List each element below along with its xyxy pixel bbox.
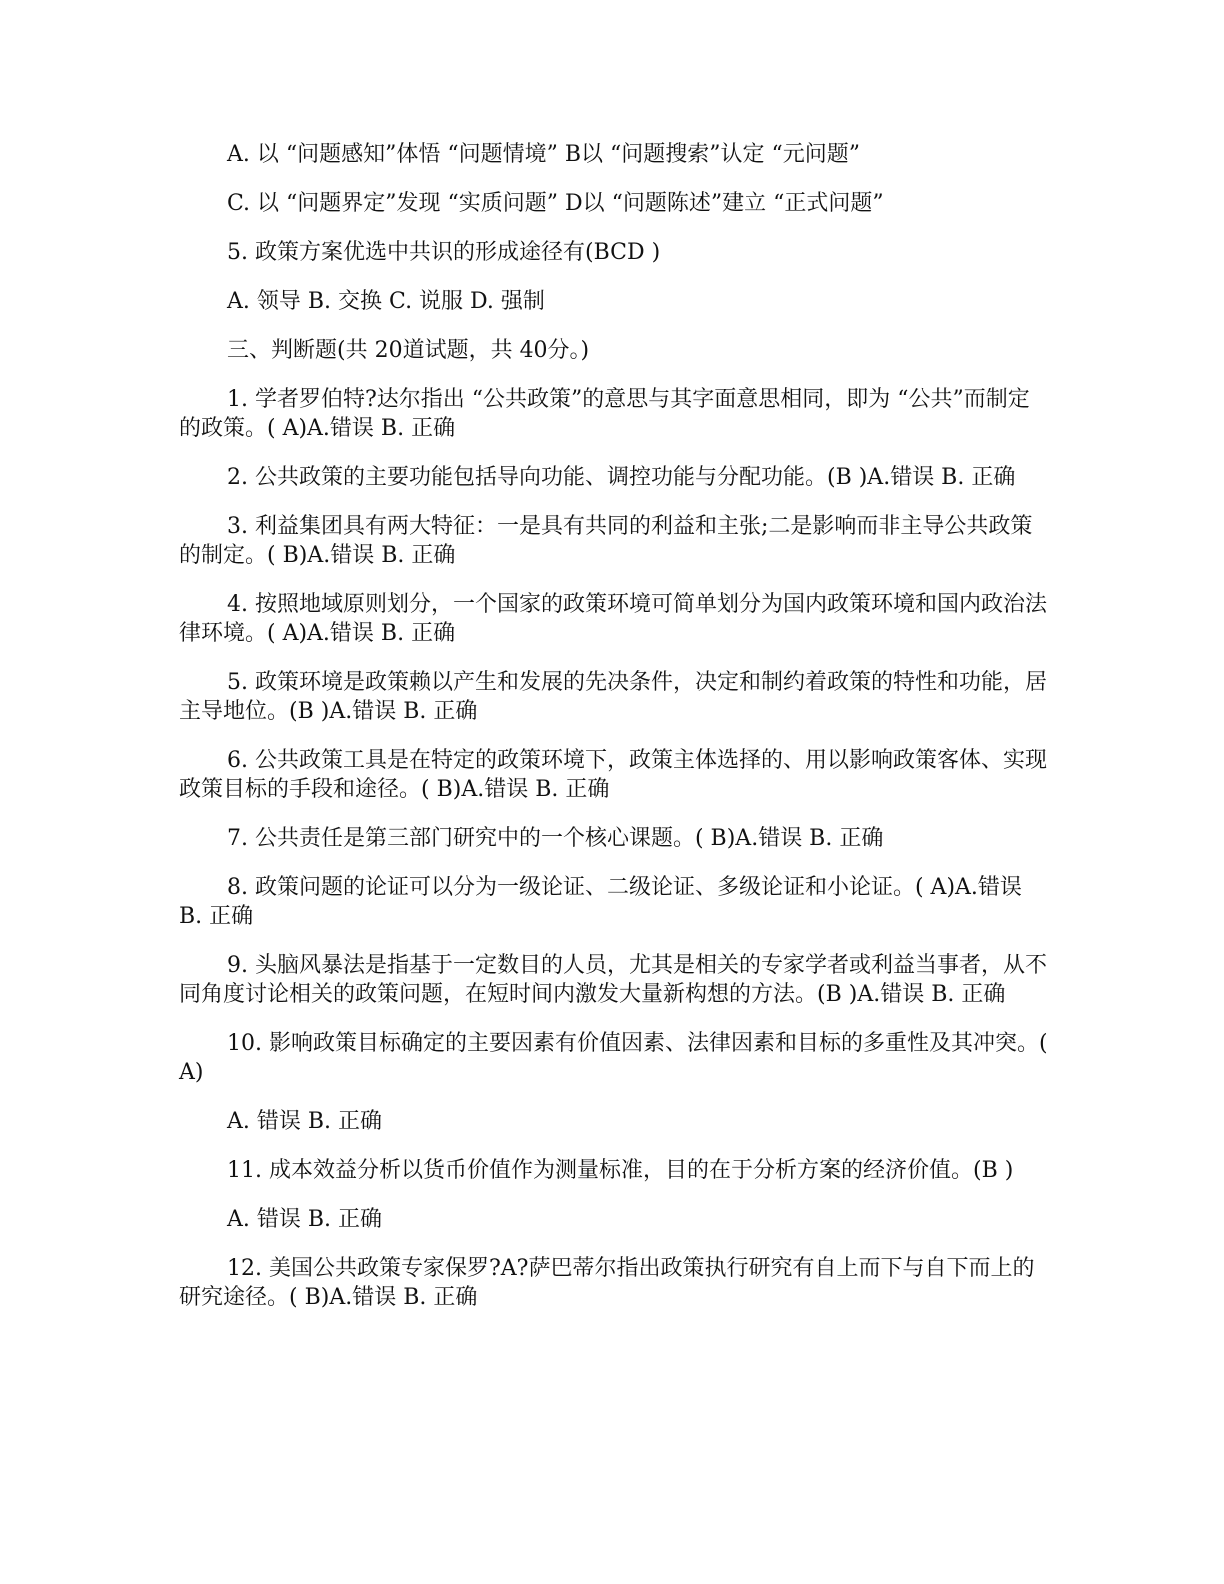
question-5-multi: 5. 政策方案优选中共识的形成途径有(BCD ) bbox=[227, 240, 661, 265]
document-body bbox=[179, 140, 1049, 1332]
judgement-question-1: 1. 学者罗伯特?达尔指出 “公共政策”的意思与其字面意思相同，即为 “公共”而制定的政策。( A)A.错误 B. 正确 bbox=[179, 387, 1030, 441]
judgement-question-4: 4. 按照地域原则划分，一个国家的政策环境可简单划分为国内政策环境和国内政治法律环境。( A)A.错误 B. 正确 bbox=[179, 592, 1047, 646]
judgement-question-5: 5. 政策环境是政策赖以产生和发展的先决条件，决定和制约着政策的特性和功能，居主导地位。(B )A.错误 B. 正确 bbox=[179, 670, 1047, 724]
judgement-question-3: 3. 利益集团具有两大特征：一是具有共同的利益和主张;二是影响而非主导公共政策的制定。( B)A.错误 B. 正确 bbox=[179, 514, 1033, 568]
judgement-question-10-options: A. 错误 B. 正确 bbox=[227, 1109, 383, 1134]
judgement-question-11: 11. 成本效益分析以货币价值作为测量标准，目的在于分析方案的经济价值。(B ) bbox=[227, 1158, 1014, 1183]
judgement-question-7: 7. 公共责任是第三部门研究中的一个核心课题。( B)A.错误 B. 正确 bbox=[227, 826, 884, 851]
section-heading-judgement: 三、判断题(共 20道试题，共 40分。) bbox=[227, 338, 590, 363]
judgement-question-6: 6. 公共政策工具是在特定的政策环境下，政策主体选择的、用以影响政策客体、实现政策目标的手段和途径。( B)A.错误 B. 正确 bbox=[179, 748, 1047, 802]
question-5-options: A. 领导 B. 交换 C. 说服 D. 强制 bbox=[227, 289, 545, 314]
judgement-question-11-options: A. 错误 B. 正确 bbox=[227, 1207, 383, 1232]
judgement-question-10: 10. 影响政策目标确定的主要因素有价值因素、法律因素和目标的多重性及其冲突。( A) bbox=[179, 1031, 1048, 1085]
option-line-cd: C. 以 “问题界定”发现 “实质问题” D以 “问题陈述”建立 “正式问题” bbox=[227, 191, 884, 216]
judgement-question-8: 8. 政策问题的论证可以分为一级论证、二级论证、多级论证和小论证。( A)A.错误 B. 正确 bbox=[179, 875, 1022, 929]
judgement-question-2: 2. 公共政策的主要功能包括导向功能、调控功能与分配功能。(B )A.错误 B. 正确 bbox=[227, 465, 1016, 490]
option-line-ab: A. 以 “问题感知”体悟 “问题情境” B以 “问题搜索”认定 “元问题” bbox=[227, 142, 860, 167]
judgement-question-12: 12. 美国公共政策专家保罗?A?萨巴蒂尔指出政策执行研究有自上而下与自下而上的研究途径。( B)A.错误 B. 正确 bbox=[179, 1256, 1035, 1310]
judgement-question-9: 9. 头脑风暴法是指基于一定数目的人员，尤其是相关的专家学者或利益当事者，从不同角度讨论相关的政策问题，在短时间内激发大量新构想的方法。(B )A.错误 B. 正确 bbox=[179, 953, 1047, 1007]
